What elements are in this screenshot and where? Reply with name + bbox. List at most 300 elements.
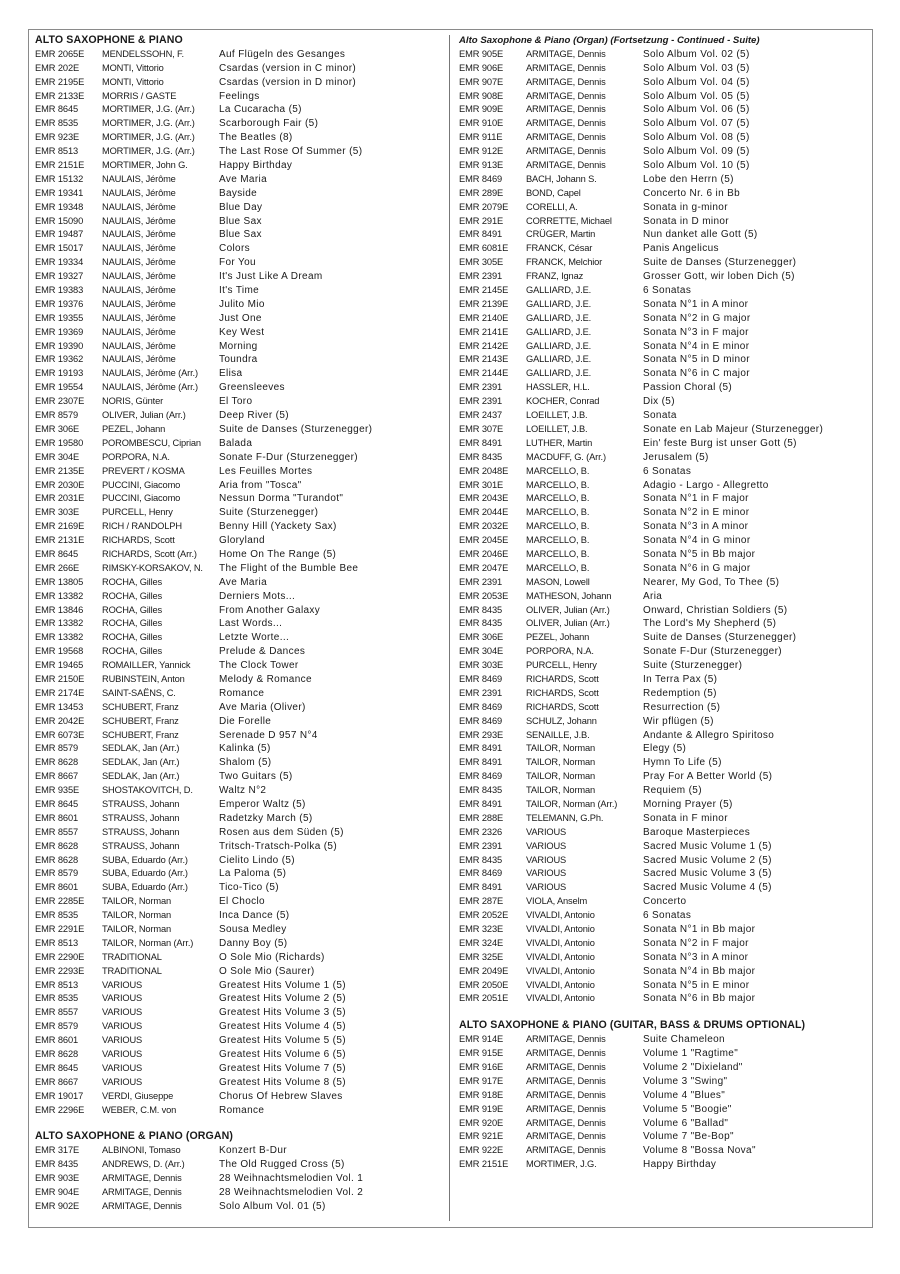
composer-name: VIVALDI, Antonio	[526, 937, 595, 948]
catalog-entry	[35, 770, 443, 784]
composer-name: ANDREWS, D. (Arr.)	[102, 1159, 185, 1170]
catalog-code: EMR 19327	[35, 271, 84, 282]
catalog-entry	[35, 992, 443, 1006]
catalog-entry	[459, 228, 867, 242]
catalog-entry	[35, 270, 443, 284]
work-title: Suite de Danses (Sturzenegger)	[219, 423, 373, 435]
catalog-code: EMR 19017	[35, 1090, 84, 1101]
catalog-entry	[459, 729, 867, 743]
catalog-entry	[459, 1061, 867, 1075]
work-title: Solo Album Vol. 08 (5)	[643, 132, 750, 144]
catalog-entry	[459, 840, 867, 854]
composer-name: TAILOR, Norman	[526, 743, 596, 754]
catalog-entry	[459, 909, 867, 923]
catalog-code: EMR 2307E	[35, 396, 85, 407]
work-title: Solo Album Vol. 03 (5)	[643, 62, 750, 74]
work-title: Onward, Christian Soldiers (5)	[643, 604, 788, 616]
catalog-entry	[35, 381, 443, 395]
catalog-entry	[35, 367, 443, 381]
work-title: Ave Maria	[219, 173, 267, 185]
catalog-code: EMR 304E	[35, 451, 80, 462]
composer-name: ARMITAGE, Dennis	[526, 1145, 606, 1156]
catalog-entry	[35, 103, 443, 117]
catalog-code: EMR 8535	[35, 993, 79, 1004]
catalog-entry	[459, 187, 867, 201]
catalog-entry	[459, 534, 867, 548]
catalog-entry	[35, 1104, 443, 1118]
composer-name: MARCELLO, B.	[526, 507, 590, 518]
composer-name: SCHUBERT, Franz	[102, 729, 179, 740]
work-title: From Another Galaxy	[219, 604, 321, 616]
catalog-entry	[459, 506, 867, 520]
composer-name: MATHESON, Johann	[526, 590, 612, 601]
composer-name: ROCHA, Gilles	[102, 632, 163, 643]
work-title: Solo Album Vol. 02 (5)	[643, 48, 750, 60]
catalog-entry	[35, 951, 443, 965]
composer-name: NAULAIS, Jérôme	[102, 215, 176, 226]
catalog-entry	[35, 812, 443, 826]
work-title: Melody & Romance	[219, 673, 312, 685]
catalog-entry	[459, 895, 867, 909]
catalog-column-left	[35, 34, 443, 1214]
composer-name: NAULAIS, Jérôme	[102, 326, 176, 337]
composer-name: ARMITAGE, Dennis	[526, 90, 606, 101]
catalog-entry	[35, 48, 443, 62]
work-title: Sonata N°5 in Bb major	[643, 548, 756, 560]
work-title: Morning Prayer (5)	[643, 798, 733, 810]
catalog-code: EMR 303E	[459, 660, 504, 671]
composer-name: VARIOUS	[526, 826, 567, 837]
catalog-entry	[459, 659, 867, 673]
work-title: Blue Sax	[219, 229, 262, 241]
catalog-entry	[459, 256, 867, 270]
catalog-code: EMR 8645	[35, 548, 79, 559]
catalog-code: EMR 8435	[459, 854, 503, 865]
catalog-entry	[459, 798, 867, 812]
catalog-entry	[459, 826, 867, 840]
catalog-code: EMR 2052E	[459, 910, 509, 921]
catalog-entry	[459, 604, 867, 618]
composer-name: MARCELLO, B.	[526, 535, 590, 546]
catalog-code: EMR 19355	[35, 312, 84, 323]
catalog-code: EMR 287E	[459, 896, 504, 907]
composer-name: VIVALDI, Antonio	[526, 951, 595, 962]
composer-name: VARIOUS	[102, 1062, 143, 1073]
catalog-code: EMR 8491	[459, 798, 503, 809]
work-title: Just One	[219, 312, 262, 324]
work-title: Andante & Allegro Spiritoso	[643, 729, 775, 741]
work-title: Shalom (5)	[219, 757, 272, 769]
catalog-code: EMR 903E	[35, 1173, 80, 1184]
catalog-entry	[459, 242, 867, 256]
catalog-entry	[459, 1117, 867, 1131]
catalog-entry	[459, 1033, 867, 1047]
work-title: Home On The Range (5)	[219, 548, 337, 560]
catalog-entry	[35, 228, 443, 242]
composer-name: NAULAIS, Jérôme	[102, 229, 176, 240]
work-title: O Sole Mio (Saurer)	[219, 965, 315, 977]
composer-name: NAULAIS, Jérôme	[102, 312, 176, 323]
composer-name: ARMITAGE, Dennis	[526, 48, 606, 59]
composer-name: NAULAIS, Jérôme	[102, 285, 176, 296]
catalog-entry	[35, 756, 443, 770]
composer-name: PREVERT / KOSMA	[102, 465, 185, 476]
work-title: Auf Flügeln des Gesanges	[219, 48, 346, 60]
catalog-entry	[35, 604, 443, 618]
catalog-code: EMR 19580	[35, 437, 84, 448]
work-title: Greatest Hits Volume 1 (5)	[219, 979, 346, 991]
composer-name: GALLIARD, J.E.	[526, 312, 592, 323]
work-title: Last Words...	[219, 618, 283, 630]
work-title: Greensleeves	[219, 382, 285, 394]
catalog-code: EMR 2174E	[35, 687, 85, 698]
work-title: Rosen aus dem Süden (5)	[219, 826, 344, 838]
work-title: Deep River (5)	[219, 410, 289, 422]
work-title: Tritsch-Tratsch-Polka (5)	[219, 840, 338, 852]
catalog-code: EMR 8469	[459, 173, 503, 184]
composer-name: GALLIARD, J.E.	[526, 326, 592, 337]
catalog-code: EMR 8667	[35, 771, 79, 782]
catalog-entry	[35, 353, 443, 367]
catalog-code: EMR 13805	[35, 576, 84, 587]
catalog-column-right	[459, 34, 867, 1172]
catalog-code: EMR 2133E	[35, 90, 85, 101]
catalog-code: EMR 19341	[35, 187, 84, 198]
work-title: The Flight of the Bumble Bee	[219, 562, 359, 574]
work-title: Passion Choral (5)	[643, 382, 733, 394]
catalog-code: EMR 19465	[35, 660, 84, 671]
composer-name: LOEILLET, J.B.	[526, 410, 588, 421]
work-title: Blue Sax	[219, 215, 262, 227]
catalog-entry	[459, 742, 867, 756]
work-title: Letzte Worte...	[219, 632, 290, 644]
work-title: Solo Album Vol. 06 (5)	[643, 104, 750, 116]
composer-name: GALLIARD, J.E.	[526, 354, 592, 365]
catalog-code: EMR 8557	[35, 1007, 79, 1018]
catalog-code: EMR 13382	[35, 632, 84, 643]
work-title: Nessun Dorma "Turandot"	[219, 493, 344, 505]
catalog-entry	[35, 548, 443, 562]
work-title: Derniers Mots...	[219, 590, 296, 602]
catalog-code: EMR 909E	[459, 104, 504, 115]
catalog-entry	[35, 1186, 443, 1200]
catalog-entry	[35, 881, 443, 895]
composer-name: NAULAIS, Jérôme	[102, 257, 176, 268]
catalog-code: EMR 920E	[459, 1117, 504, 1128]
composer-name: TAILOR, Norman (Arr.)	[526, 798, 618, 809]
composer-name: NORIS, Günter	[102, 396, 164, 407]
catalog-entry	[35, 465, 443, 479]
work-title: Redemption (5)	[643, 687, 717, 699]
catalog-entry	[35, 145, 443, 159]
catalog-entry	[459, 76, 867, 90]
catalog-entry	[459, 367, 867, 381]
catalog-code: EMR 8435	[459, 618, 503, 629]
composer-name: SEDLAK, Jan (Arr.)	[102, 757, 180, 768]
catalog-code: EMR 306E	[459, 632, 504, 643]
composer-name: PUCCINI, Giacomo	[102, 479, 181, 490]
work-title: Sacred Music Volume 3 (5)	[643, 868, 772, 880]
catalog-code: EMR 2437	[459, 410, 503, 421]
work-title: Hymn To Life (5)	[643, 757, 722, 769]
catalog-code: EMR 8513	[35, 979, 79, 990]
catalog-code: EMR 8513	[35, 937, 79, 948]
work-title: Sousa Medley	[219, 924, 287, 935]
composer-name: MARCELLO, B.	[526, 479, 590, 490]
catalog-entry	[459, 1089, 867, 1103]
catalog-code: EMR 8469	[459, 868, 503, 879]
catalog-entry	[459, 395, 867, 409]
catalog-code: EMR 907E	[459, 76, 504, 87]
composer-name: MORTIMER, John G.	[102, 160, 188, 171]
catalog-entry	[459, 937, 867, 951]
catalog-code: EMR 908E	[459, 90, 504, 101]
catalog-code: EMR 2391	[459, 576, 503, 587]
work-title: It's Time	[219, 285, 260, 297]
work-title: Sacred Music Volume 2 (5)	[643, 854, 772, 866]
work-title: Grosser Gott, wir loben Dich (5)	[643, 271, 795, 283]
composer-name: SEDLAK, Jan (Arr.)	[102, 743, 180, 754]
catalog-code: EMR 917E	[459, 1075, 504, 1086]
composer-name: MARCELLO, B.	[526, 493, 590, 504]
composer-name: VARIOUS	[102, 979, 143, 990]
catalog-code: EMR 8645	[35, 104, 79, 115]
catalog-entry	[35, 298, 443, 312]
catalog-code: EMR 2290E	[35, 951, 85, 962]
catalog-entry	[459, 159, 867, 173]
catalog-code: EMR 305E	[459, 257, 504, 268]
work-title: The Old Rugged Cross (5)	[219, 1159, 345, 1171]
catalog-entry	[459, 687, 867, 701]
work-title: Sonata N°3 in F major	[643, 326, 749, 338]
catalog-entry	[35, 201, 443, 215]
catalog-code: EMR 2391	[459, 396, 503, 407]
catalog-code: EMR 904E	[35, 1187, 80, 1198]
catalog-code: EMR 2042E	[35, 715, 85, 726]
catalog-code: EMR 2391	[459, 271, 503, 282]
composer-name: GALLIARD, J.E.	[526, 340, 592, 351]
catalog-code: EMR 2046E	[459, 548, 509, 559]
work-title: Solo Album Vol. 05 (5)	[643, 90, 750, 102]
composer-name: MARCELLO, B.	[526, 465, 590, 476]
composer-name: GALLIARD, J.E.	[526, 285, 592, 296]
composer-name: MACDUFF, G. (Arr.)	[526, 451, 606, 462]
catalog-entry	[459, 1075, 867, 1089]
composer-name: PEZEL, Johann	[526, 632, 590, 643]
work-title: Pray For A Better World (5)	[643, 771, 773, 783]
composer-name: SUBA, Eduardo (Arr.)	[102, 868, 188, 879]
composer-name: STRAUSS, Johann	[102, 798, 180, 809]
catalog-entry	[35, 62, 443, 76]
catalog-entry	[35, 451, 443, 465]
catalog-entry	[35, 909, 443, 923]
composer-name: NAULAIS, Jérôme	[102, 340, 176, 351]
work-title: Greatest Hits Volume 8 (5)	[219, 1076, 346, 1088]
catalog-entry	[35, 923, 443, 937]
catalog-code: EMR 2144E	[459, 368, 509, 379]
catalog-code: EMR 6073E	[35, 729, 85, 740]
work-title: Adagio - Largo - Allegretto	[643, 479, 769, 491]
catalog-entry	[459, 645, 867, 659]
catalog-entry	[35, 492, 443, 506]
composer-name: VERDI, Giuseppe	[102, 1090, 174, 1101]
catalog-code: EMR 2151E	[459, 1159, 509, 1170]
composer-name: MARCELLO, B.	[526, 548, 590, 559]
catalog-entry	[459, 451, 867, 465]
composer-name: BOND, Capel	[526, 187, 581, 198]
composer-name: RIMSKY-KORSAKOV, N.	[102, 562, 203, 573]
work-title: Sonata	[643, 410, 677, 422]
catalog-entry	[35, 1158, 443, 1172]
catalog-code: EMR 293E	[459, 729, 504, 740]
catalog-entry	[35, 423, 443, 437]
work-title: Konzert B-Dur	[219, 1145, 287, 1157]
work-title: Volume 5 "Boogie"	[643, 1103, 732, 1115]
catalog-code: EMR 8435	[459, 785, 503, 796]
composer-name: POROMBESCU, Ciprian	[102, 437, 201, 448]
catalog-entry	[35, 506, 443, 520]
catalog-code: EMR 916E	[459, 1062, 504, 1073]
catalog-entry	[459, 881, 867, 895]
catalog-entry	[35, 326, 443, 340]
composer-name: PURCELL, Henry	[526, 660, 597, 671]
catalog-entry	[35, 659, 443, 673]
composer-name: VIVALDI, Antonio	[526, 924, 595, 934]
catalog-entry	[35, 159, 443, 173]
work-title: Solo Album Vol. 09 (5)	[643, 146, 750, 158]
composer-name: ARMITAGE, Dennis	[526, 146, 606, 157]
work-title: Feelings	[219, 90, 260, 102]
catalog-entry	[35, 520, 443, 534]
work-title: Sonata N°3 in A minor	[643, 951, 749, 963]
catalog-code: EMR 2285E	[35, 896, 85, 907]
work-title: Romance	[219, 687, 265, 699]
catalog-code: EMR 2079E	[459, 201, 509, 212]
catalog-code: EMR 15017	[35, 243, 84, 254]
catalog-code: EMR 19193	[35, 368, 84, 379]
catalog-code: EMR 2131E	[35, 535, 85, 546]
composer-name: PUCCINI, Giacomo	[102, 493, 181, 504]
work-title: Suite de Danses (Sturzenegger)	[643, 257, 797, 269]
catalog-code: EMR 8645	[35, 798, 79, 809]
catalog-entry	[35, 340, 443, 354]
catalog-code: EMR 8667	[35, 1076, 79, 1087]
composer-name: ARMITAGE, Dennis	[526, 76, 606, 87]
catalog-entry	[35, 590, 443, 604]
catalog-code: EMR 13382	[35, 618, 84, 629]
work-title: Suite de Danses (Sturzenegger)	[643, 632, 797, 644]
work-title: Sacred Music Volume 1 (5)	[643, 840, 772, 852]
work-title: Suite (Sturzenegger)	[219, 507, 319, 519]
composer-name: TRADITIONAL	[102, 951, 162, 962]
catalog-code: EMR 8579	[35, 743, 79, 754]
catalog-code: EMR 2065E	[35, 48, 85, 59]
catalog-entry	[35, 395, 443, 409]
composer-name: ROCHA, Gilles	[102, 646, 163, 657]
catalog-code: EMR 2048E	[459, 465, 509, 476]
catalog-entry	[459, 673, 867, 687]
work-title: The Beatles (8)	[219, 132, 293, 144]
composer-name: VARIOUS	[526, 868, 567, 879]
catalog-code: EMR 8628	[35, 757, 79, 768]
work-title: Sonate en Lab Majeur (Sturzenegger)	[643, 423, 824, 435]
catalog-code: EMR 317E	[35, 1145, 80, 1156]
work-title: La Paloma (5)	[219, 868, 287, 880]
composer-name: RICHARDS, Scott	[526, 687, 599, 698]
composer-name: SEDLAK, Jan (Arr.)	[102, 771, 180, 782]
catalog-code: EMR 8491	[459, 743, 503, 754]
work-title: Nearer, My God, To Thee (5)	[643, 576, 780, 588]
work-title: Emperor Waltz (5)	[219, 798, 306, 810]
composer-name: ARMITAGE, Dennis	[526, 1131, 606, 1142]
catalog-code: EMR 13846	[35, 604, 84, 615]
composer-name: WEBER, C.M. von	[102, 1104, 177, 1115]
catalog-code: EMR 2044E	[459, 507, 509, 518]
work-title: Happy Birthday	[643, 1159, 717, 1171]
catalog-code: EMR 8435	[459, 451, 503, 462]
catalog-entry	[35, 631, 443, 645]
catalog-entry	[35, 131, 443, 145]
composer-name: ARMITAGE, Dennis	[526, 1062, 606, 1073]
composer-name: ARMITAGE, Dennis	[526, 132, 606, 143]
composer-name: RICH / RANDOLPH	[102, 521, 182, 532]
composer-name: VARIOUS	[102, 1076, 143, 1087]
catalog-code: EMR 2043E	[459, 493, 509, 504]
composer-name: SENAILLE, J.B.	[526, 729, 590, 740]
work-title: Sonata N°4 in G minor	[643, 535, 751, 547]
catalog-entry	[459, 215, 867, 229]
composer-name: ROCHA, Gilles	[102, 576, 163, 587]
catalog-code: EMR 2169E	[35, 521, 85, 532]
catalog-code: EMR 8491	[459, 882, 503, 893]
catalog-code: EMR 19568	[35, 646, 84, 657]
catalog-entry	[459, 617, 867, 631]
composer-name: MONTI, Vittorio	[102, 76, 164, 87]
work-title: Cielito Lindo (5)	[219, 854, 295, 866]
catalog-code: EMR 324E	[459, 937, 504, 948]
catalog-entry	[459, 756, 867, 770]
catalog-entry	[459, 590, 867, 604]
catalog-code: EMR 15132	[35, 173, 84, 184]
composer-name: PORPORA, N.A.	[526, 646, 594, 657]
catalog-code: EMR 8579	[35, 868, 79, 879]
catalog-entry	[35, 256, 443, 270]
work-title: Solo Album Vol. 07 (5)	[643, 118, 750, 130]
catalog-code: EMR 2049E	[459, 965, 509, 976]
catalog-code: EMR 8535	[35, 118, 79, 129]
catalog-entry	[35, 687, 443, 701]
work-title: Dix (5)	[643, 396, 675, 408]
composer-name: MARCELLO, B.	[526, 562, 590, 573]
composer-name: GALLIARD, J.E.	[526, 368, 592, 379]
catalog-code: EMR 19390	[35, 340, 84, 351]
work-title: La Cucaracha (5)	[219, 104, 302, 116]
work-title: Suite Chameleon	[643, 1034, 725, 1046]
catalog-code: EMR 918E	[459, 1089, 504, 1100]
work-title: Requiem (5)	[643, 785, 702, 797]
catalog-entry	[35, 715, 443, 729]
catalog-code: EMR 2139E	[459, 298, 509, 309]
catalog-code: EMR 19487	[35, 229, 84, 240]
work-title: Happy Birthday	[219, 160, 293, 172]
catalog-entry	[35, 187, 443, 201]
catalog-code: EMR 8491	[459, 757, 503, 768]
composer-name: TAILOR, Norman	[526, 785, 596, 796]
catalog-code: EMR 913E	[459, 160, 504, 171]
work-title: Kalinka (5)	[219, 743, 271, 755]
catalog-code: EMR 303E	[35, 507, 80, 518]
composer-name: MONTI, Vittorio	[102, 62, 164, 73]
